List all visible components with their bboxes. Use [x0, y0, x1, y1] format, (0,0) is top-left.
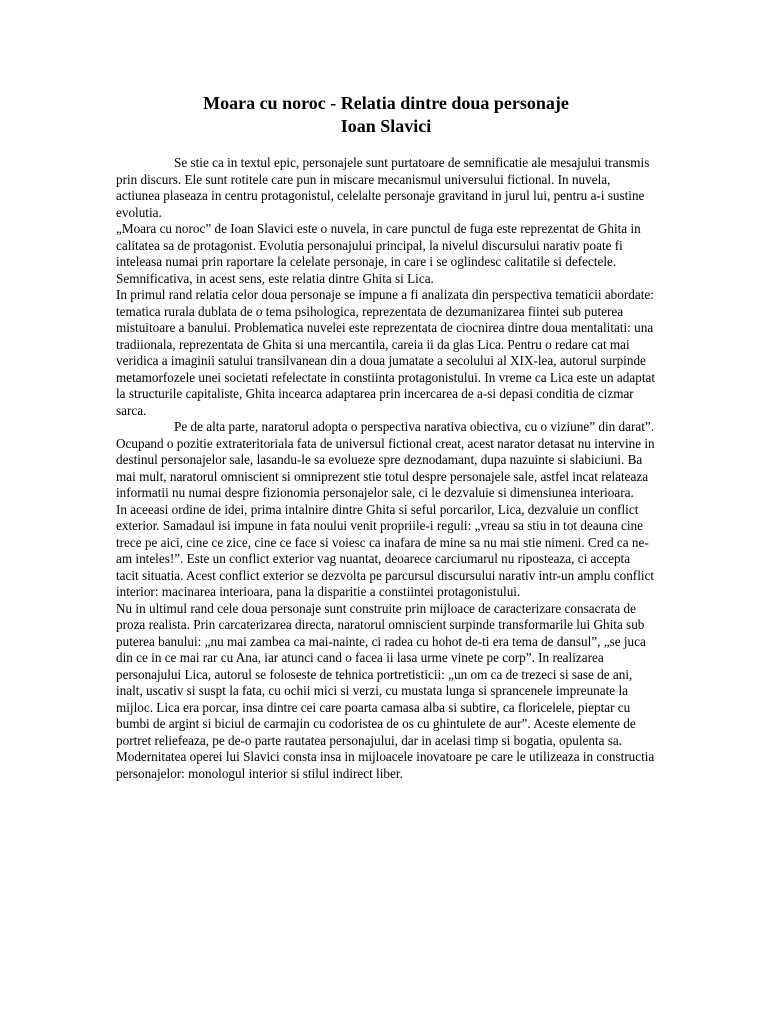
paragraph-5: In aceeasi ordine de idei, prima intalnire dintre Ghita si seful porcarilor, Lica, dezvaluie un conflict exterior. Samadaul isi impune in fata noului venit propriile-i reguli: „vreau sa stiu in tot deauna cine trece pe aici, cine ce zice, cine ce face si voiesc ca inafara de mine sa nu mai stie nimeni. Cred ca ne-am inteles!”. Este un conflict exterior vag nuantat, deoarece carciumarul nu riposteaza, ci accepta tacit situatia. Acest conflict exterior se dezvolta pe parcursul discursului narativ intr-un amplu conflict interior: macinarea interioara, pana la disparitie a constiintei protagonistului. — [116, 501, 655, 599]
paragraph-1: Se stie ca in textul epic, personajele sunt purtatoare de semnificatie ale mesajului transmis prin discurs. Ele sunt rotitele care pun in miscare mecanismul universului fictional. In nuvela, actiunea plaseaza in centru protagonistul, celelalte personaje gravitand in jurul lui, pentru a-i sustine evolutia. — [116, 155, 650, 220]
document-page — [116, 92, 656, 782]
document-body — [116, 155, 656, 782]
paragraph-4: Pe de alta parte, naratorul adopta o perspectiva narativa obiectiva, cu o viziune” din darat”. Ocupand o pozitie extrateritoriala fata de universul fictional creat, acest narator detasat nu intervine in destinul personajelor sale, lasandu-le sa evolueze spre deznodamant, dupa nazuinte si slabiciuni. Ba mai mult, naratorul omniscient si omniprezent stie totul despre personajele sale, astfel incat relateaza informatii nu numai despre fizionomia personajelor sale, ci le dezvaluie si dimensiunea interioara. — [116, 419, 655, 500]
title-line-2-author: Ioan Slavici — [340, 116, 432, 136]
title-line-1: Moara cu noroc - Relatia dintre doua personaje — [203, 93, 569, 113]
paragraph-2: „Moara cu noroc” de Ioan Slavici este o nuvela, in care punctul de fuga este reprezentat de Ghita in calitatea sa de protagonist. Evolutia personajului principal, la nivelul discursului narativ poate fi inteleasa numai prin raportare la celelate personaje, in care i se oglindesc calitatile si defectele. Semnificativa, in acest sens, este relatia dintre Ghita si Lica. — [116, 221, 641, 286]
paragraph-3: In primul rand relatia celor doua personaje se impune a fi analizata din perspectiva tematicii abordate: tematica rurala dublata de o tema psihologica, reprezentata de dezumanizarea fiintei sub puterea mistuitoare a banului. Problematica nuvelei este reprezentata de ciocnirea dintre doua mentalitati: una tradiionala, reprezentata de Ghita si una mercantila, careia ii da glas Lica. Pentru o redare cat mai veridica a imaginii satului transilvanean din a doua jumatate a secolului al XIX-lea, autorul surpinde metamorfozele unei societati refelectate in constiinta protagonistului. In vreme ca Lica este un adaptat la structurile capitaliste, Ghita incearca adaptarea prin incercarea de a-si depasi conditia de cizmar sarca. — [116, 287, 655, 418]
paragraph-6: Nu in ultimul rand cele doua personaje sunt construite prin mijloace de caracterizare consacrata de proza realista. Prin carcaterizarea directa, naratorul omniscient surpinde transformarile lui Ghita sub puterea banului: „nu mai zambea ca mai-nainte, ci radea cu hohot de-ti era tema de dansul”, „se juca din ce in ce mai rar cu Ana, iar atunci cand o facea ii lasa urme vinete pe corp”. In realizarea personajului Lica, autorul se foloseste de tehnica portretisticii: „un om ca de trezeci si sase de ani, inalt, uscativ si suspt la fata, cu ochii mici si verzi, cu mustata lunga si sprancenele impreunate la mijloc. Lica era porcar, insa dintre cei care poarta camasa alba si subtire, ca floricelele, pieptar cu bumbi de argint si biciul de carmajin cu codoristea de os cu ghintulete de aur”. Aceste elemente de portret reliefeaza, pe de-o parte rautatea personajului, dar in acelasi timp si bogatia, opulenta sa. Modernitatea operei lui Slavici consta insa in mijloacele inovatoare pe care le utilizeaza in constructia personajelor: monologul interior si stilul indirect liber. — [116, 600, 655, 781]
document-title — [116, 92, 656, 138]
